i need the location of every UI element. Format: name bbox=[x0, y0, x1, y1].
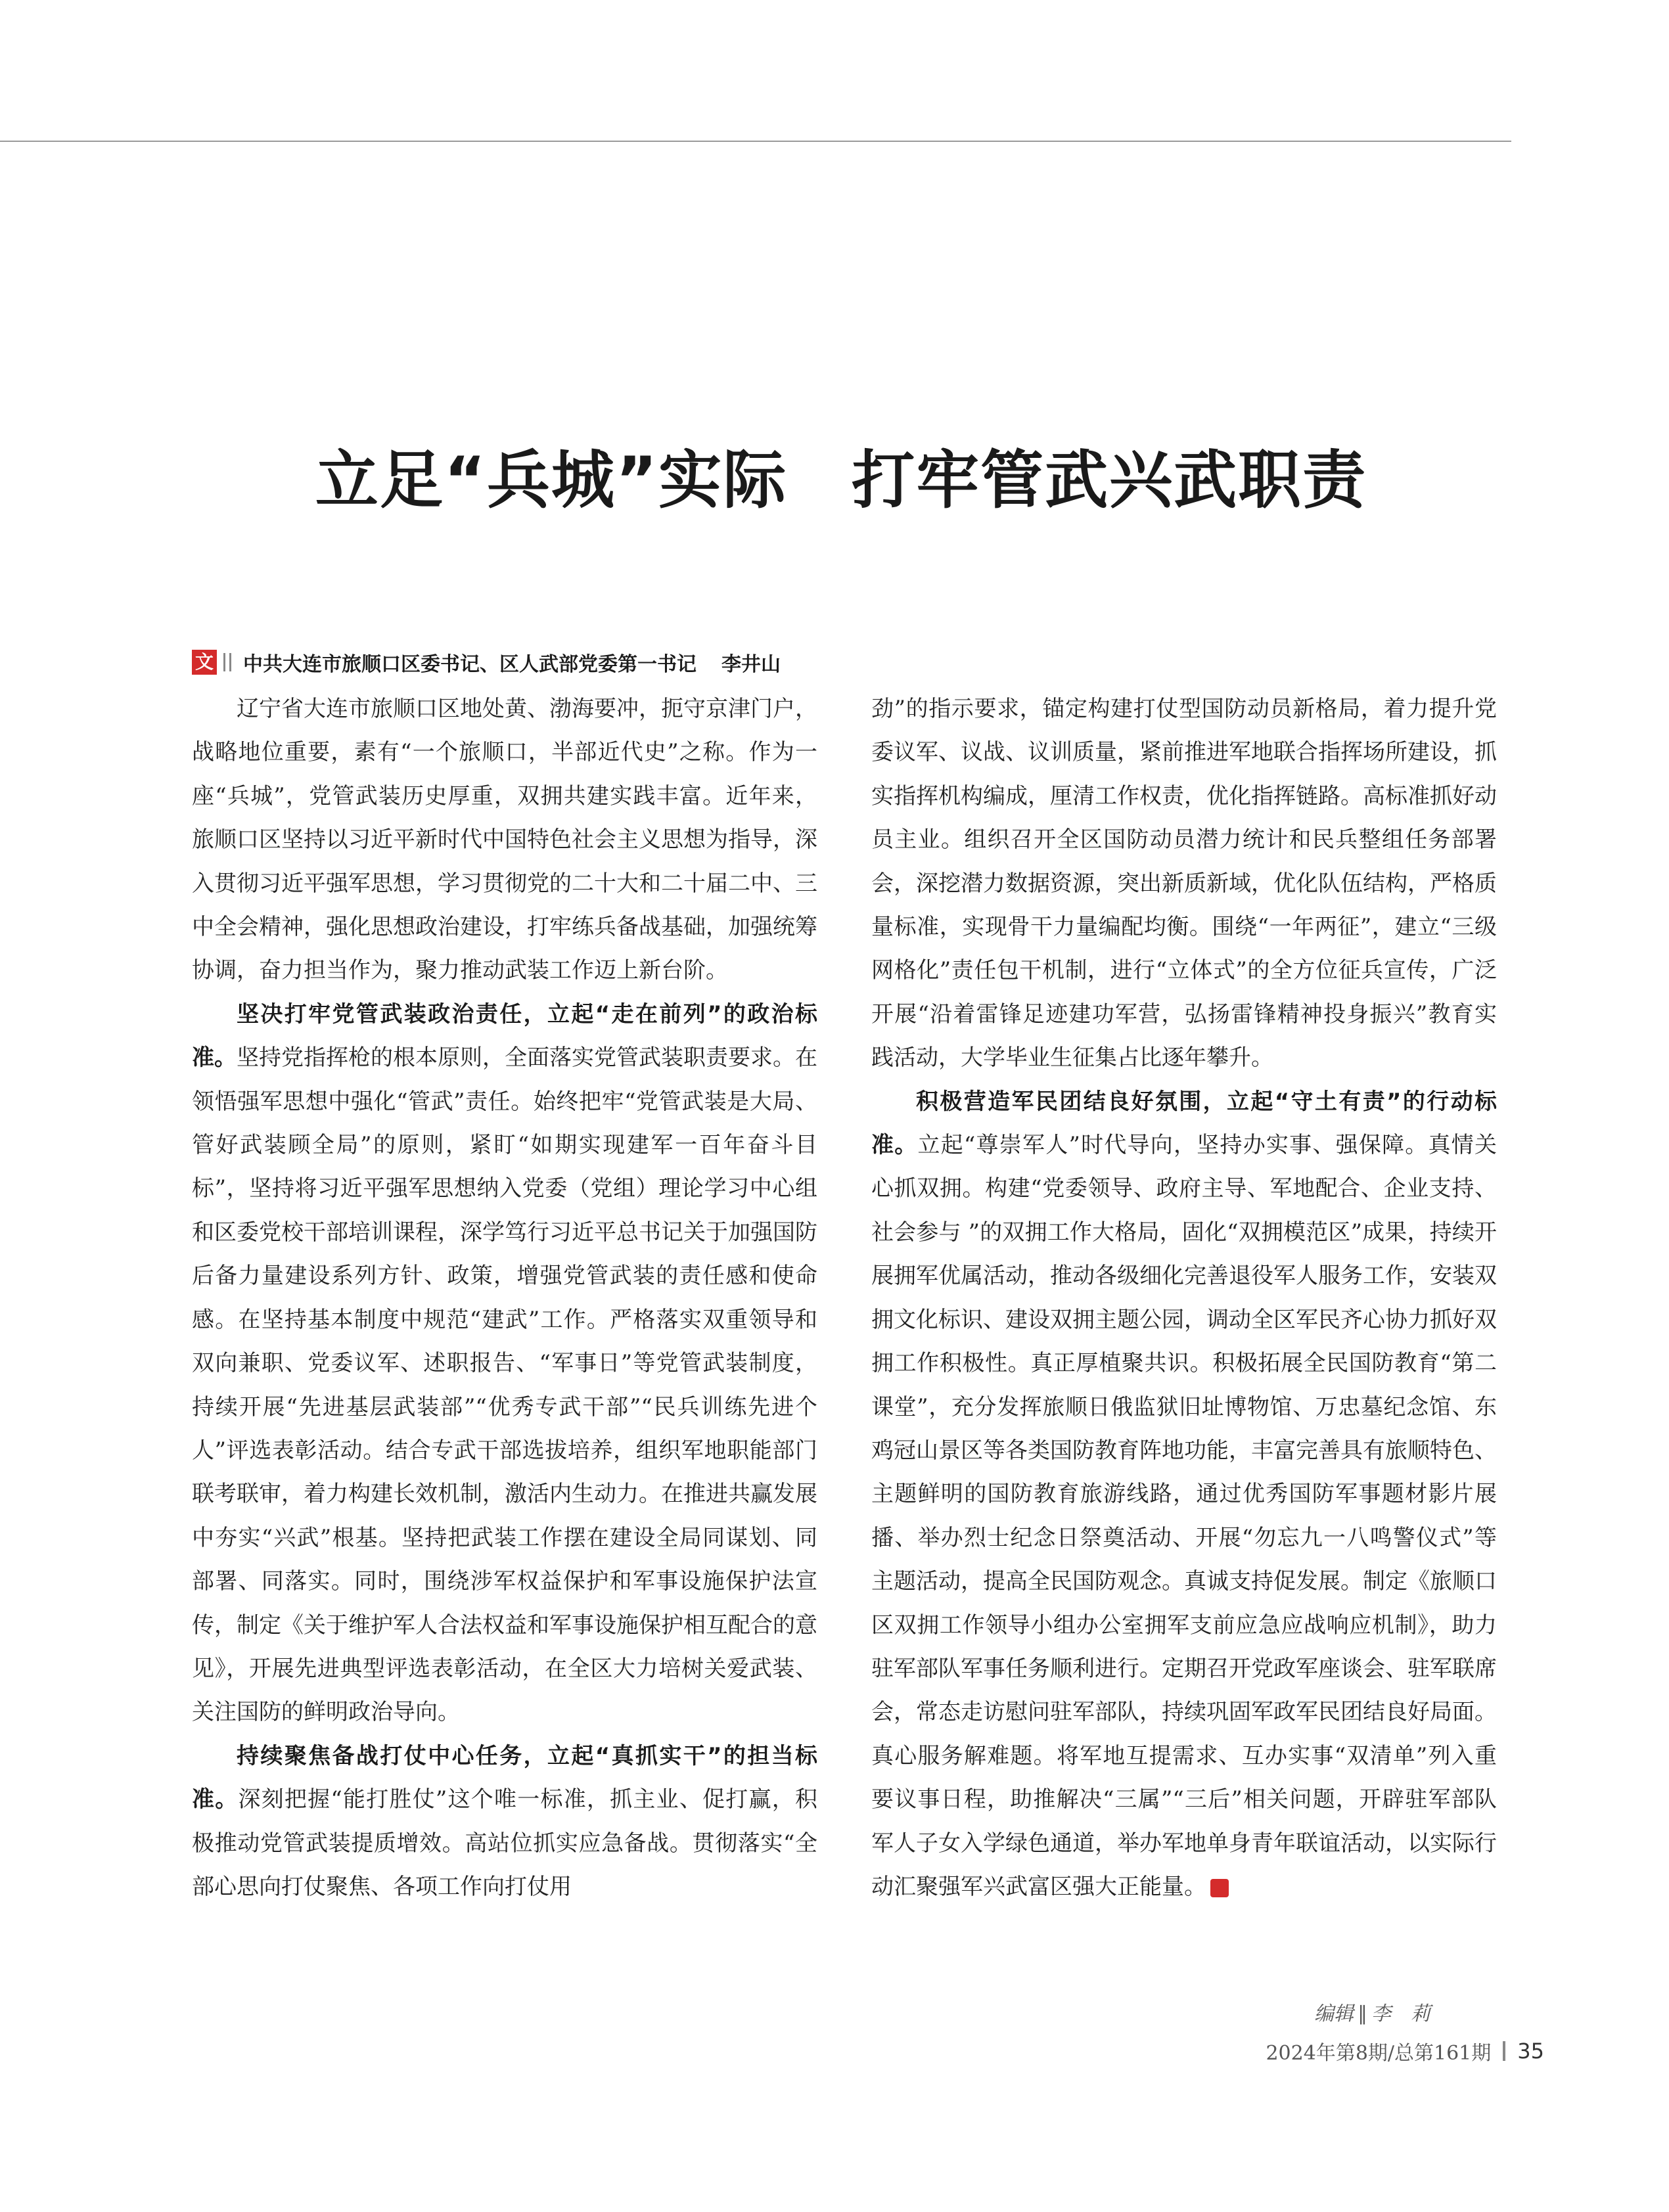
section-heading-2: 持续聚焦备战打仗中心任务，立起“真抓实干”的担当标准。 bbox=[192, 1742, 817, 1813]
editor-label: 编辑 bbox=[1314, 2002, 1354, 2025]
page-number: 35 bbox=[1517, 2039, 1544, 2064]
text-author-mark: 文 bbox=[192, 650, 217, 675]
section-paragraph-3 bbox=[871, 1080, 1497, 1909]
section-body-2-continued: 劲”的指示要求，锚定构建打仗型国防动员新格局，着力提升党委议军、议战、议训质量，紧前推进军地联合指挥场所建设，抓实指挥机构编成，厘清工作权责，优化指挥链路。高标准抓好动员主业。组织召开全区国防动员潜力统计和民兵整组任务部署会，深挖潜力数据资源，突出新质新域，优化队伍结构，严格质量标准，实现骨干力量编配均衡。围绕“一年两征”，建立“三级网格化”责任包干机制，进行“立体式”的全方位征兵宣传，广泛开展“沿着雷锋足迹建功军营，弘扬雷锋精神投身振兴”教育实践活动，大学毕业生征集占比逐年攀升。 bbox=[871, 696, 1497, 1072]
article-title: 立足“兵城”实际 打牢管武兴武职责 bbox=[315, 443, 1367, 517]
editor-credit bbox=[1314, 1997, 1430, 2026]
section-heading-1: 坚决打牢党管武装政治责任，立起“走在前列”的政治标准。 bbox=[192, 1001, 817, 1072]
section-paragraph-2 bbox=[192, 1734, 817, 1909]
section-body-1: 坚持党指挥枪的根本原则，全面落实党管武装职责要求。在领悟强军思想中强化“管武”责任。始终把牢“党管武装是大局、管好武装顾全局”的原则，紧盯“如期实现建军一百年奋斗目标”，坚持将习近平强军思想纳入党委（党组）理论学习中心组和区委党校干部培训课程，深学笃行习近平总书记关于加强国防后备力量建设系列方针、政策，增强党管武装的责任感和使命感。在坚持基本制度中规范“建武”工作。严格落实双重领导和双向兼职、党委议军、述职报告、“军事日”等党管武装制度，持续开展“先进基层武装部”“优秀专武干部”“民兵训练先进个人”评选表彰活动。结合专武干部选拔培养，组织军地职能部门联考联审，着力构建长效机制，激活内生动力。在推进共赢发展中夯实“兴武”根基。坚持把武装工作摆在建设全局同谋划、同部署、同落实。同时，围绕涉军权益保护和军事设施保护法宣传，制定《关于维护军人合法权益和军事设施保护相互配合的意见》，开展先进典型评选表彰活动，在全区大力培树关爱武装、关注国防的鲜明政治导向。 bbox=[192, 1045, 817, 1726]
section-body-3: 立起“尊崇军人”时代导向，坚持办实事、强保障。真情关心抓双拥。构建“党委领导、政府主导、军地配合、企业支持、社会参与 ”的双拥工作大格局，固化“双拥模范区”成果，持续开展拥军优属活动，推动各级细化完善退役军人服务工作，安装双拥文化标识、建设双拥主题公园，调动全区军民齐心协力抓好双拥工作积极性。真正厚植聚共识。积极拓展全民国防教育“第二课堂”，充分发挥旅顺日俄监狱旧址博物馆、万忠墓纪念馆、东鸡冠山景区等各类国防教育阵地功能，丰富完善具有旅顺特色、主题鲜明的国防教育旅游线路，通过优秀国防军事题材影片展播、举办烈士纪念日祭奠活动、开展“勿忘九一八鸣警仪式”等主题活动，提高全民国防观念。真诚支持促发展。制定《旅顺口区双拥工作领导小组办公室拥军支前应急应战响应机制》，助力驻军部队军事任务顺利进行。定期召开党政军座谈会、驻军联席会，常态走访慰问驻军部队，持续巩固军政军民团结良好局面。真心服务解难题。将军地互提需求、互办实事“双清单”列入重要议事日程，助推解决“三属”“三后”相关问题，开辟驻军部队军人子女入学绿色通道，举办军地单身青年联谊活动，以实际行动汇聚强军兴武富区强大正能量。 bbox=[871, 1132, 1498, 1900]
byline-separator bbox=[223, 653, 231, 671]
author-title: 中共大连市旅顺口区委书记、区人武部党委第一书记 bbox=[243, 653, 697, 676]
editor-name: 李 莉 bbox=[1371, 2002, 1430, 2025]
intro-paragraph: 辽宁省大连市旅顺口区地处黄、渤海要冲，扼守京津门户，战略地位重要，素有“一个旅顺口，半部近代史”之称。作为一座“兵城”，党管武装历史厚重，双拥共建实践丰富。近年来，旅顺口区坚持以习近平新时代中国特色社会主义思想为指导，深入贯彻习近平强军思想，学习贯彻党的二十大和二十届二中、三中全会精神，强化思想政治建设，打牢练兵备战基础，加强统筹协调，奋力担当作为，聚力推动武装工作迈上新台阶。 bbox=[192, 696, 817, 984]
right-column bbox=[871, 687, 1497, 1908]
footer-divider bbox=[1503, 2041, 1505, 2061]
top-rule bbox=[0, 141, 1511, 142]
section-heading-3: 积极营造军民团结良好氛围，立起“守土有责”的行动标准。 bbox=[871, 1088, 1497, 1159]
section-body-2: 深刻把握“能打胜仗”这个唯一标准，抓主业、促打赢，积极推动党管武装提质增效。高站位抓实应急备战。贯彻落实“全部心思向打仗聚焦、各项工作向打仗用 bbox=[192, 1786, 818, 1900]
page-footer bbox=[1266, 2037, 1544, 2065]
byline bbox=[192, 649, 781, 675]
left-column bbox=[192, 687, 817, 1908]
author-name: 李井山 bbox=[721, 653, 781, 676]
issue-info: 2024年第8期/总第161期 bbox=[1266, 2042, 1492, 2065]
section-paragraph-1 bbox=[192, 993, 817, 1734]
end-of-article-icon: G bbox=[1210, 1879, 1229, 1897]
editor-separator: ∥ bbox=[1358, 2002, 1367, 2025]
